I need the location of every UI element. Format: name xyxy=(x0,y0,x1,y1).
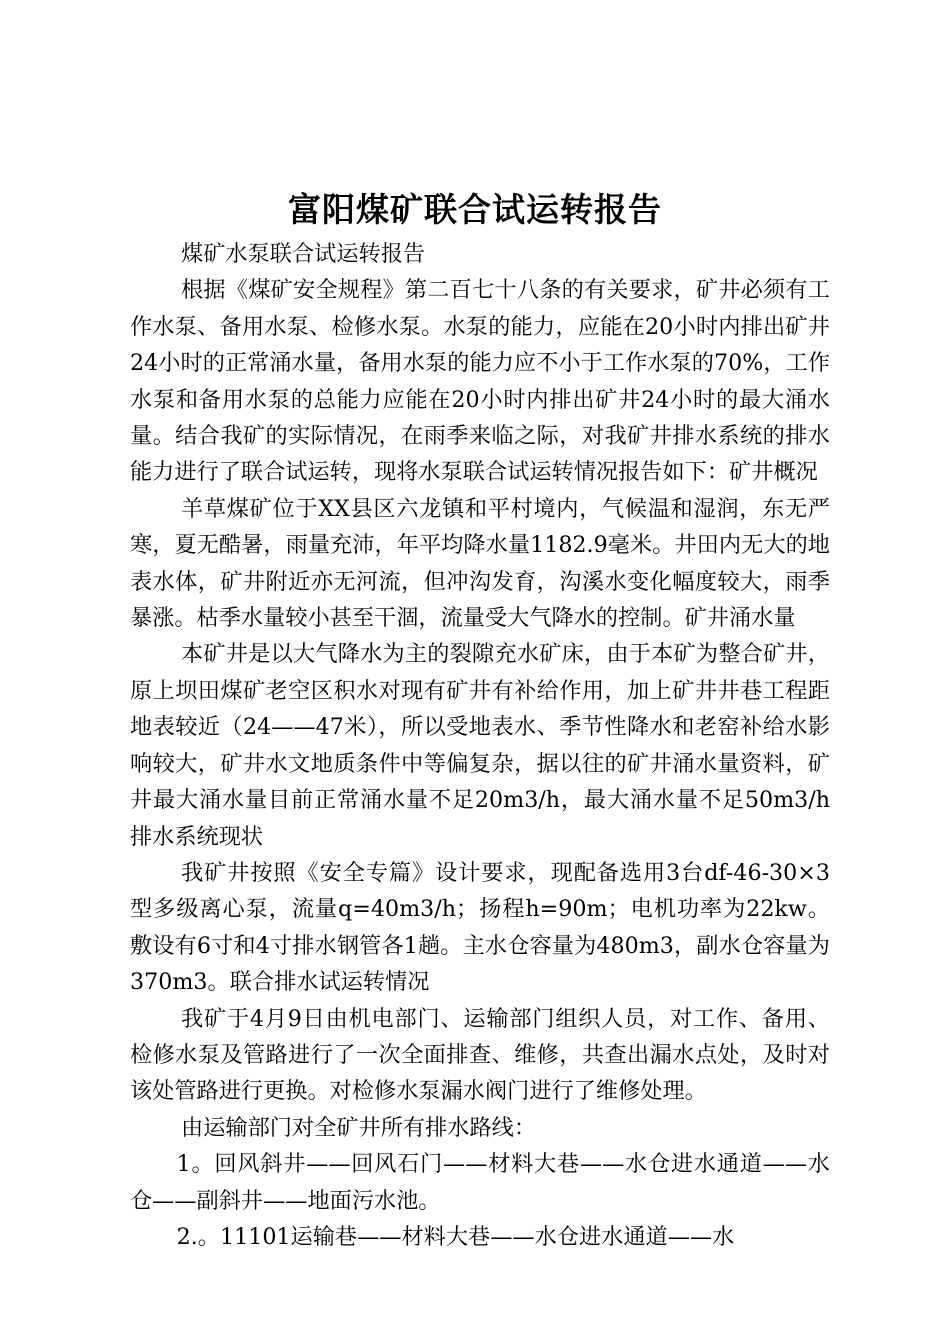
paragraph-routes-intro: 由运输部门对全矿井所有排水路线： xyxy=(181,1114,537,1141)
paragraph-trial-run: 我矿于4月9日由机电部门、运输部门组织人员，对工作、备用、检修水泵及管路进行了一次全面排查、维修，共查出漏水点处，及时对该处管路进行更换。对检修水泵漏水阀门进行了维修处理。 xyxy=(130,1005,830,1105)
list-item-route-1: 1。回风斜井——回风石门——材料大巷——水仓进水通道——水仓——副斜井——地面污水池。 xyxy=(130,1151,830,1214)
paragraph-mine-overview: 羊草煤矿位于XX县区六龙镇和平村境内，气候温和湿润，东无严寒，夏无酷暑，雨量充沛，年平均降水量1182.9毫米。井田内无大的地表水体，矿井附近亦无河流，但冲沟发育，沟溪水变化幅度较大，雨季暴涨。枯季水量较小甚至干涸，流量受大气降水的控制。矿井涌水量 xyxy=(130,495,830,632)
paragraph-water-inflow: 本矿井是以大气降水为主的裂隙充水矿床，由于本矿为整合矿井，原上坝田煤矿老空区积水对现有矿井有补给作用，加上矿井井巷工程距地表较近（24——47米），所以受地表水、季节性降水和老窑补给水影响较大，矿井水文地质条件中等偏复杂，据以往的矿井涌水量资料，矿井最大涌水量目前正常涌水量不足20m3/h，最大涌水量不足50m3/h排水系统现状 xyxy=(130,641,830,850)
document-title: 富阳煤矿联合试运转报告 xyxy=(288,190,662,229)
paragraph-drainage-status: 我矿井按照《安全专篇》设计要求，现配备选用3台df-46-30×3型多级离心泵，流量q=40m3/h；扬程h=90m；电机功率为22kw。敷设有6寸和4寸排水钢管各1趟。主水仓容量为480m3，副水仓容量为370m3。联合排水试运转情况 xyxy=(130,859,830,996)
subtitle-paragraph: 煤矿水泵联合试运转报告 xyxy=(181,241,426,267)
document-body xyxy=(130,236,830,1255)
paragraph-regulation: 根据《煤矿安全规程》第二百七十八条的有关要求，矿井必须有工作水泵、备用水泵、检修水泵。水泵的能力，应能在20小时内排出矿井24小时的正常涌水量，备用水泵的能力应不小于工作水泵的70%，工作水泵和备用水泵的总能力应能在20小时内排出矿井24小时的最大涌水量。结合我矿的实际情况，在雨季来临之际，对我矿井排水系统的排水能力进行了联合试运转，现将水泵联合试运转情况报告如下：矿井概况 xyxy=(130,277,830,486)
list-item-route-2: 2.。11101运输巷——材料大巷——水仓进水通道——水 xyxy=(176,1223,735,1250)
